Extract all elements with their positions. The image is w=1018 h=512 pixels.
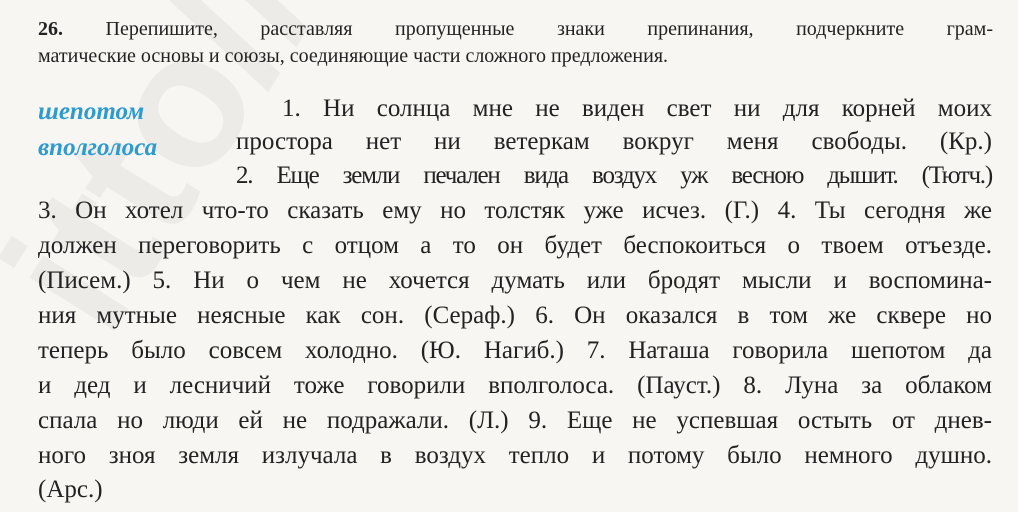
text-line-1: 1. Ни солнца мне не виден свет ни для корней моих bbox=[282, 95, 992, 122]
text-line-2: простора нет ни ветеркам вокруг меня свободы. (Кр.) bbox=[236, 128, 992, 155]
vocabulary-sidebar bbox=[38, 94, 238, 166]
instruction-text-2: матические основы и союзы, соединяющие части сложного предложения. bbox=[38, 45, 669, 67]
task-instruction bbox=[38, 16, 993, 70]
text-line-5: должен переговорить с отцом а то он будет беспокоиться о твоем отъезде. bbox=[38, 232, 992, 259]
instruction-text-1: Перепишите, расставляя пропущенные знаки препинания, подчеркните грам- bbox=[105, 18, 994, 40]
text-line-3: 2. Еще земли печален вида воздух уж весною дышит. (Тютч.) bbox=[236, 162, 992, 189]
task-number: 26. bbox=[38, 18, 63, 40]
text-line-8: теперь было совсем холодно. (Ю. Нагиб.) 7. Наташа говорила шепотом да bbox=[38, 337, 992, 364]
instruction-line bbox=[38, 43, 993, 70]
text-line-11: ного зноя земля излучала в воздух тепло и потому было немного душно. bbox=[38, 442, 992, 469]
text-line-7: ния мутные неясные как сон. (Сераф.) 6. Он оказался в том же сквере но bbox=[38, 302, 992, 329]
vocab-word-shepotom: шепотом bbox=[38, 98, 145, 125]
text-line-6: (Писем.) 5. Ни о чем не хочется думать или бродят мысли и воспомина- bbox=[38, 267, 992, 294]
text-line-12: (Арс.) bbox=[38, 476, 103, 503]
instruction-line bbox=[38, 16, 993, 43]
text-line-10: спала но люди ей не подражали. (Л.) 9. Еще не успевшая остыть от днев- bbox=[38, 407, 992, 434]
text-line-4: 3. Он хотел что-то сказать ему но толстяк уже исчез. (Г.) 4. Ты сегодня же bbox=[38, 197, 992, 224]
vocab-word-vpolgolosa: вполголоса bbox=[38, 134, 158, 161]
text-line-9: и дед и лесничий тоже говорили вполголоса. (Пауст.) 8. Луна за облаком bbox=[38, 372, 992, 399]
